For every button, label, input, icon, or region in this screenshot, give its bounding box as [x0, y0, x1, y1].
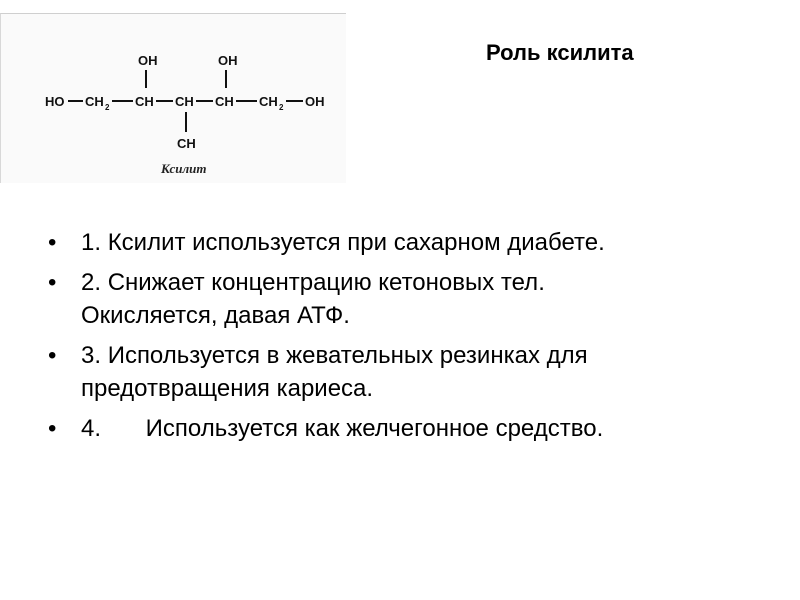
formula-ch2-right: CH — [259, 94, 278, 109]
list-item — [48, 412, 788, 445]
formula-top-oh-1: OH — [138, 53, 158, 68]
item-text-line: Снижает концентрацию кетоновых тел. — [107, 269, 545, 296]
bullet-dot-icon: • — [48, 229, 57, 256]
item-number: 3. — [81, 342, 102, 369]
formula-ch-1: CH — [135, 94, 154, 109]
bullet-list — [48, 226, 788, 452]
item-number: 2. — [81, 269, 102, 296]
slide-title: Роль ксилита — [486, 40, 634, 65]
item-text-line: Окисляется, давая АТФ. — [81, 302, 350, 329]
item-text-line: Используется в жевательных резинках для — [107, 342, 588, 369]
xylitol-structure-diagram — [1, 14, 347, 184]
item-number: 4. — [81, 415, 102, 442]
formula-oh-right: OH — [305, 94, 325, 109]
item-text-line: Используется как желчегонное средство. — [145, 415, 604, 442]
bullet-dot-icon: • — [48, 269, 57, 296]
formula-ch2-left-sub: 2 — [105, 103, 110, 112]
formula-top-oh-2: OH — [218, 53, 238, 68]
list-item — [48, 339, 788, 405]
formula-ch2-right-sub: 2 — [279, 103, 284, 112]
formula-ch2-left: CH — [85, 94, 104, 109]
xylitol-formula-image — [0, 13, 346, 183]
formula-bottom-ch: CH — [177, 136, 196, 151]
list-item — [48, 266, 788, 332]
bullet-dot-icon: • — [48, 415, 57, 442]
formula-ch-2: CH — [175, 94, 194, 109]
formula-ch-3: CH — [215, 94, 234, 109]
item-number: 1. — [81, 229, 102, 256]
item-text-line: предотвращения кариеса. — [81, 375, 374, 402]
bullet-dot-icon: • — [48, 342, 57, 369]
formula-ho-left: HO — [45, 94, 65, 109]
list-item — [48, 226, 788, 259]
formula-caption: Ксилит — [161, 161, 207, 176]
item-text-line: Ксилит используется при сахарном диабете. — [107, 229, 605, 256]
